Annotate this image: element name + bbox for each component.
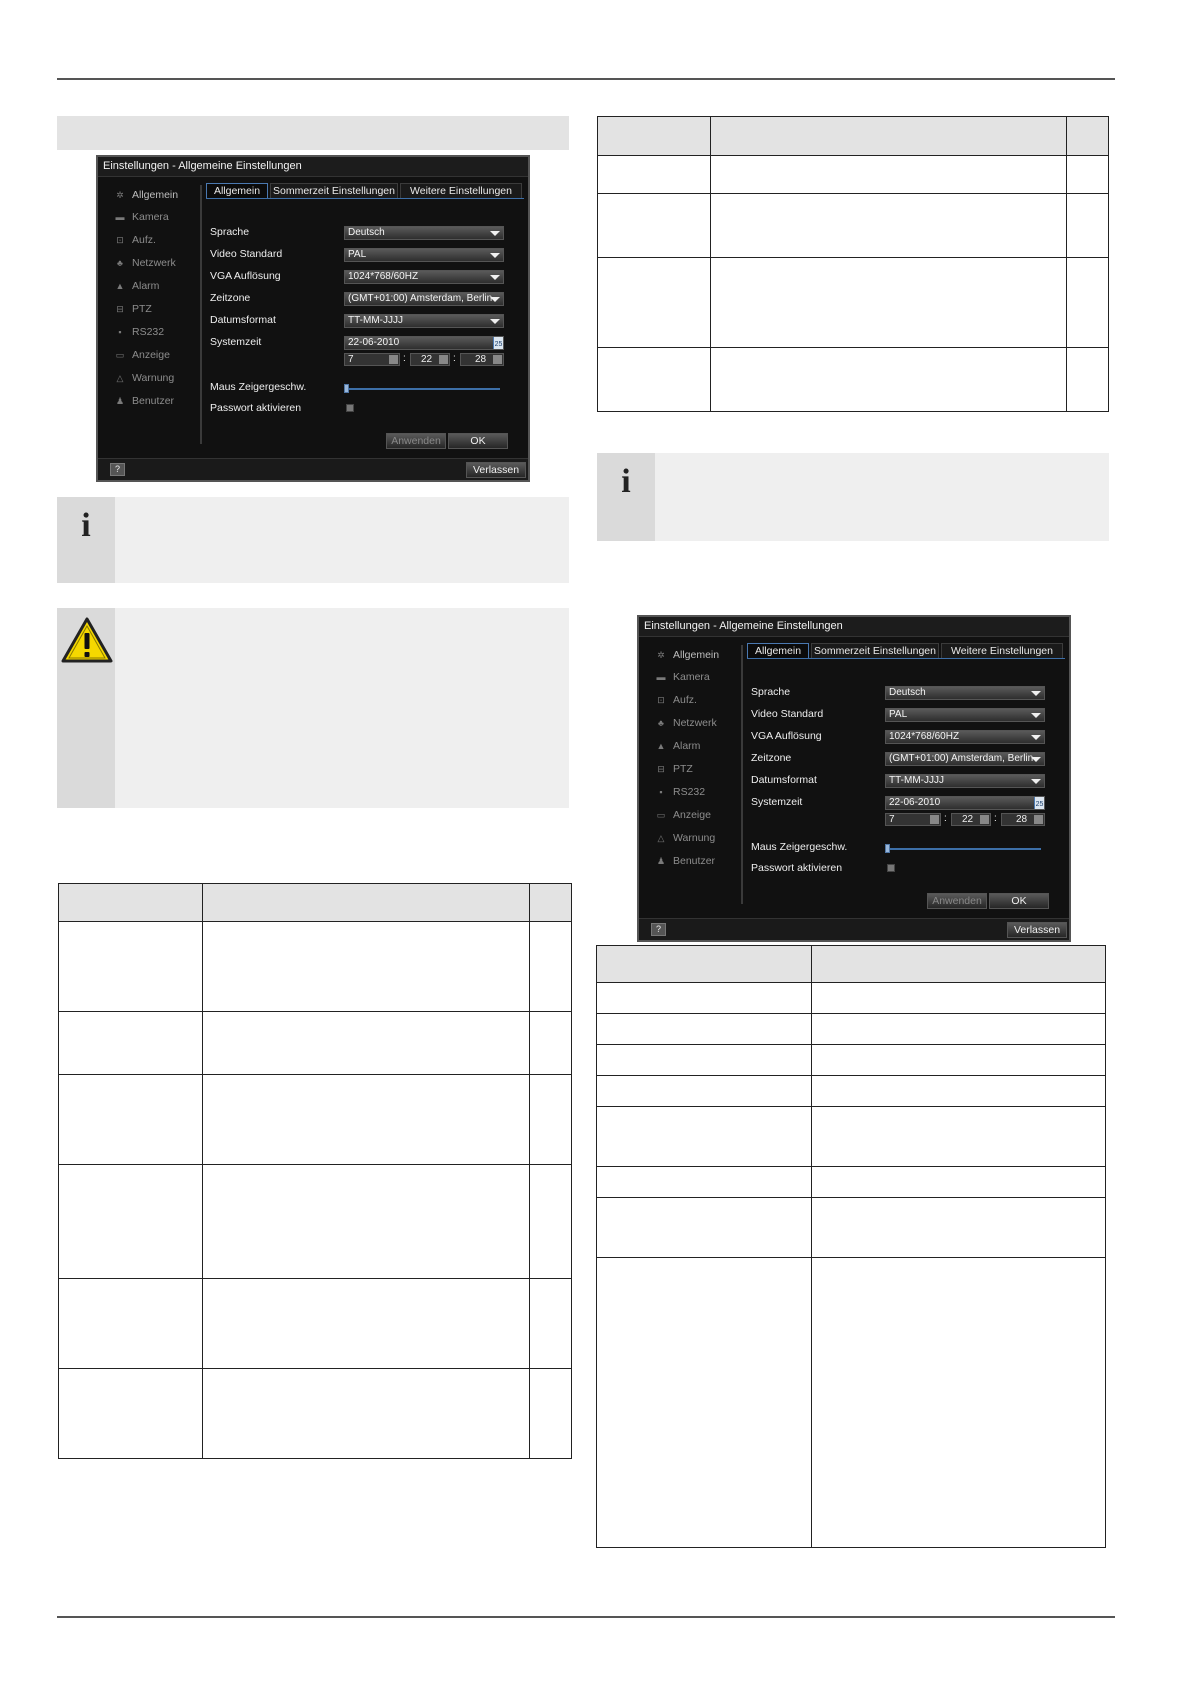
- network-icon: ♣: [117, 258, 123, 268]
- table-row: [597, 1198, 1106, 1258]
- time-separator: :: [944, 813, 947, 824]
- gear-icon: ✲: [116, 190, 124, 200]
- settings-tabs: [747, 643, 1065, 659]
- sidebar-item-ptz[interactable]: ⊟ PTZ: [112, 299, 202, 319]
- bottom-rule: [57, 1616, 1115, 1618]
- sidebar-item-aufz[interactable]: ⊡ Aufz.: [112, 230, 202, 250]
- systemzeit-label: Systemzeit: [751, 796, 803, 808]
- second-stepper[interactable]: 28: [460, 353, 504, 366]
- table-header-row: [598, 117, 1109, 156]
- top-rule: [57, 78, 1115, 80]
- settings-sidebar: [104, 185, 202, 444]
- table-row: [597, 1076, 1106, 1107]
- second-stepper[interactable]: 28: [1001, 813, 1045, 826]
- tab-sommerzeit[interactable]: Sommerzeit Einstellungen: [270, 183, 398, 198]
- hour-stepper[interactable]: 7: [885, 813, 941, 826]
- stepper-arrows-icon[interactable]: [439, 355, 448, 364]
- sidebar-item-benutzer[interactable]: ♟ Benutzer: [112, 391, 202, 411]
- sidebar-item-aufz[interactable]: ⊡ Aufz.: [653, 690, 743, 710]
- sidebar-item-alarm[interactable]: ▲ Alarm: [112, 276, 202, 296]
- stepper-arrows-icon[interactable]: [980, 815, 989, 824]
- time-separator: :: [453, 353, 456, 364]
- table-row: [598, 348, 1109, 412]
- settings-dialog: [96, 155, 530, 482]
- table-row: [59, 1075, 572, 1165]
- network-icon: ♣: [658, 718, 664, 728]
- gear-icon: ✲: [657, 650, 665, 660]
- info-icon: i: [81, 507, 91, 544]
- chevron-down-icon: [490, 297, 500, 302]
- sidebar-item-warnung[interactable]: △ Warnung: [653, 828, 743, 848]
- right-top-table: [597, 116, 1109, 412]
- vga-select[interactable]: 1024*768/60HZ: [344, 270, 504, 284]
- sidebar-item-kamera[interactable]: ▬ Kamera: [653, 667, 743, 687]
- bell-icon: ▲: [115, 281, 125, 291]
- table-row: [597, 1167, 1106, 1198]
- warning-note: [57, 608, 569, 808]
- info-icon: i: [621, 463, 631, 500]
- video-standard-label: Video Standard: [751, 708, 824, 720]
- sidebar-item-anzeige[interactable]: ▭ Anzeige: [653, 805, 743, 825]
- sidebar-item-alarm[interactable]: ▲ Alarm: [653, 736, 743, 756]
- vga-label: VGA Auflösung: [751, 730, 822, 742]
- table-row: [598, 258, 1109, 348]
- settings-dialog-copy: [637, 615, 1071, 942]
- table-header-row: [59, 884, 572, 922]
- table-row: [59, 1165, 572, 1279]
- table-row: [597, 1045, 1106, 1076]
- mouse-speed-slider[interactable]: [885, 848, 1041, 850]
- apply-button[interactable]: Anwenden: [927, 893, 987, 909]
- left-settings-table: [58, 883, 572, 1459]
- datumsformat-select[interactable]: TT-MM-JJJJ: [344, 314, 504, 328]
- video-standard-select[interactable]: PAL: [885, 708, 1045, 722]
- section-heading-bar: [57, 116, 569, 150]
- sidebar-item-netzwerk[interactable]: ♣ Netzwerk: [112, 253, 202, 273]
- chevron-down-icon: [490, 231, 500, 236]
- tab-allgemein[interactable]: Allgemein: [747, 643, 809, 658]
- warning-icon: △: [116, 373, 124, 383]
- sidebar-item-anzeige[interactable]: ▭ Anzeige: [112, 345, 202, 365]
- table-row: [597, 1258, 1106, 1548]
- ok-button[interactable]: OK: [989, 893, 1049, 909]
- zeitzone-label: Zeitzone: [751, 752, 792, 764]
- camera-icon: ▬: [656, 672, 666, 682]
- table-row: [59, 1279, 572, 1369]
- zeitzone-select[interactable]: (GMT+01:00) Amsterdam, Berlin: [344, 292, 504, 306]
- minute-stepper[interactable]: 22: [951, 813, 991, 826]
- info-note-right: [597, 453, 1109, 541]
- video-standard-label: Video Standard: [210, 248, 283, 260]
- tab-sommerzeit[interactable]: Sommerzeit Einstellungen: [811, 643, 939, 658]
- password-checkbox[interactable]: [346, 404, 354, 412]
- table-row: [598, 194, 1109, 258]
- table-row: [597, 1014, 1106, 1045]
- sprache-select[interactable]: Deutsch: [344, 226, 504, 240]
- settings-sidebar: [645, 645, 743, 904]
- passwort-label: Passwort aktivieren: [751, 862, 843, 874]
- dialog-bottom-bar: [639, 918, 1069, 940]
- apply-button[interactable]: Anwenden: [386, 433, 446, 449]
- table-row: [59, 922, 572, 1012]
- record-icon: ⊡: [657, 695, 665, 705]
- chevron-down-icon: [1031, 757, 1041, 762]
- monitor-icon: ▭: [656, 810, 666, 820]
- stepper-arrows-icon[interactable]: [1034, 815, 1043, 824]
- help-icon[interactable]: ?: [110, 463, 125, 476]
- serial-icon: ▪: [659, 787, 663, 797]
- table-row: [597, 1107, 1106, 1167]
- exit-button[interactable]: Verlassen: [466, 462, 526, 478]
- maus-label: Maus Zeigergeschw.: [210, 381, 307, 393]
- camera-icon: ▬: [115, 212, 125, 222]
- stepper-arrows-icon[interactable]: [389, 355, 398, 364]
- sidebar-item-rs232[interactable]: ▪ RS232: [653, 782, 743, 802]
- right-bottom-table: [596, 945, 1106, 1548]
- minute-stepper[interactable]: 22: [410, 353, 450, 366]
- settings-tabs: [206, 183, 524, 199]
- sprache-label: Sprache: [751, 686, 791, 698]
- passwort-label: Passwort aktivieren: [210, 402, 302, 414]
- maus-label: Maus Zeigergeschw.: [751, 841, 848, 853]
- user-icon: ♟: [115, 396, 125, 406]
- mouse-speed-slider[interactable]: [344, 388, 500, 390]
- slider-handle[interactable]: [885, 844, 890, 853]
- hour-stepper[interactable]: 7: [344, 353, 400, 366]
- warning-icon: △: [657, 833, 665, 843]
- chevron-down-icon: [1031, 779, 1041, 784]
- tab-weitere[interactable]: Weitere Einstellungen: [941, 643, 1063, 658]
- sidebar-item-ptz[interactable]: ⊟ PTZ: [653, 759, 743, 779]
- sidebar-item-rs232[interactable]: ▪ RS232: [112, 322, 202, 342]
- info-note-left: [57, 497, 569, 583]
- vga-label: VGA Auflösung: [210, 270, 281, 282]
- zeitzone-select[interactable]: (GMT+01:00) Amsterdam, Berlin: [885, 752, 1045, 766]
- help-icon[interactable]: ?: [651, 923, 666, 936]
- user-icon: ♟: [656, 856, 666, 866]
- tab-weitere[interactable]: Weitere Einstellungen: [400, 183, 522, 198]
- sprache-label: Sprache: [210, 226, 250, 238]
- systemzeit-date-input[interactable]: 22-06-2010 25: [344, 336, 504, 350]
- ptz-icon: ⊟: [657, 764, 665, 774]
- datumsformat-label: Datumsformat: [751, 774, 817, 786]
- stepper-arrows-icon[interactable]: [930, 815, 939, 824]
- serial-icon: ▪: [118, 327, 122, 337]
- table-row: [597, 983, 1106, 1014]
- chevron-down-icon: [1031, 735, 1041, 740]
- calendar-icon[interactable]: 25: [493, 336, 504, 350]
- time-separator: :: [403, 353, 406, 364]
- chevron-down-icon: [1031, 713, 1041, 718]
- zeitzone-label: Zeitzone: [210, 292, 251, 304]
- sidebar-item-warnung[interactable]: △ Warnung: [112, 368, 202, 388]
- sprache-select[interactable]: Deutsch: [885, 686, 1045, 700]
- stepper-arrows-icon[interactable]: [493, 355, 502, 364]
- table-row: [59, 1012, 572, 1075]
- exit-button[interactable]: Verlassen: [1007, 922, 1067, 938]
- sidebar-item-netzwerk[interactable]: ♣ Netzwerk: [653, 713, 743, 733]
- ok-button[interactable]: OK: [448, 433, 508, 449]
- chevron-down-icon: [490, 319, 500, 324]
- record-icon: ⊡: [116, 235, 124, 245]
- bell-icon: ▲: [656, 741, 666, 751]
- warning-triangle-icon: [61, 616, 113, 664]
- chevron-down-icon: [490, 253, 500, 258]
- monitor-icon: ▭: [115, 350, 125, 360]
- slider-handle[interactable]: [344, 384, 349, 393]
- systemzeit-label: Systemzeit: [210, 336, 262, 348]
- sidebar-item-benutzer[interactable]: ♟ Benutzer: [653, 851, 743, 871]
- datumsformat-select[interactable]: TT-MM-JJJJ: [885, 774, 1045, 788]
- dialog-title: Einstellungen - Allgemeine Einstellungen: [98, 157, 528, 177]
- password-checkbox[interactable]: [887, 864, 895, 872]
- table-row: [59, 1369, 572, 1459]
- sidebar-item-kamera[interactable]: ▬ Kamera: [112, 207, 202, 227]
- table-row: [598, 156, 1109, 194]
- vga-select[interactable]: 1024*768/60HZ: [885, 730, 1045, 744]
- table-header-row: [597, 946, 1106, 983]
- chevron-down-icon: [1031, 691, 1041, 696]
- video-standard-select[interactable]: PAL: [344, 248, 504, 262]
- systemzeit-date-input[interactable]: 22-06-2010 25: [885, 796, 1045, 810]
- ptz-icon: ⊟: [116, 304, 124, 314]
- calendar-icon[interactable]: 25: [1034, 796, 1045, 810]
- time-separator: :: [994, 813, 997, 824]
- tab-allgemein[interactable]: Allgemein: [206, 183, 268, 198]
- sidebar-item-allgemein[interactable]: ✲ Allgemein: [653, 645, 743, 665]
- sidebar-item-allgemein[interactable]: ✲ Allgemein: [112, 185, 202, 205]
- dialog-bottom-bar: [98, 458, 528, 480]
- chevron-down-icon: [490, 275, 500, 280]
- dialog-title: Einstellungen - Allgemeine Einstellungen: [639, 617, 1069, 637]
- datumsformat-label: Datumsformat: [210, 314, 276, 326]
